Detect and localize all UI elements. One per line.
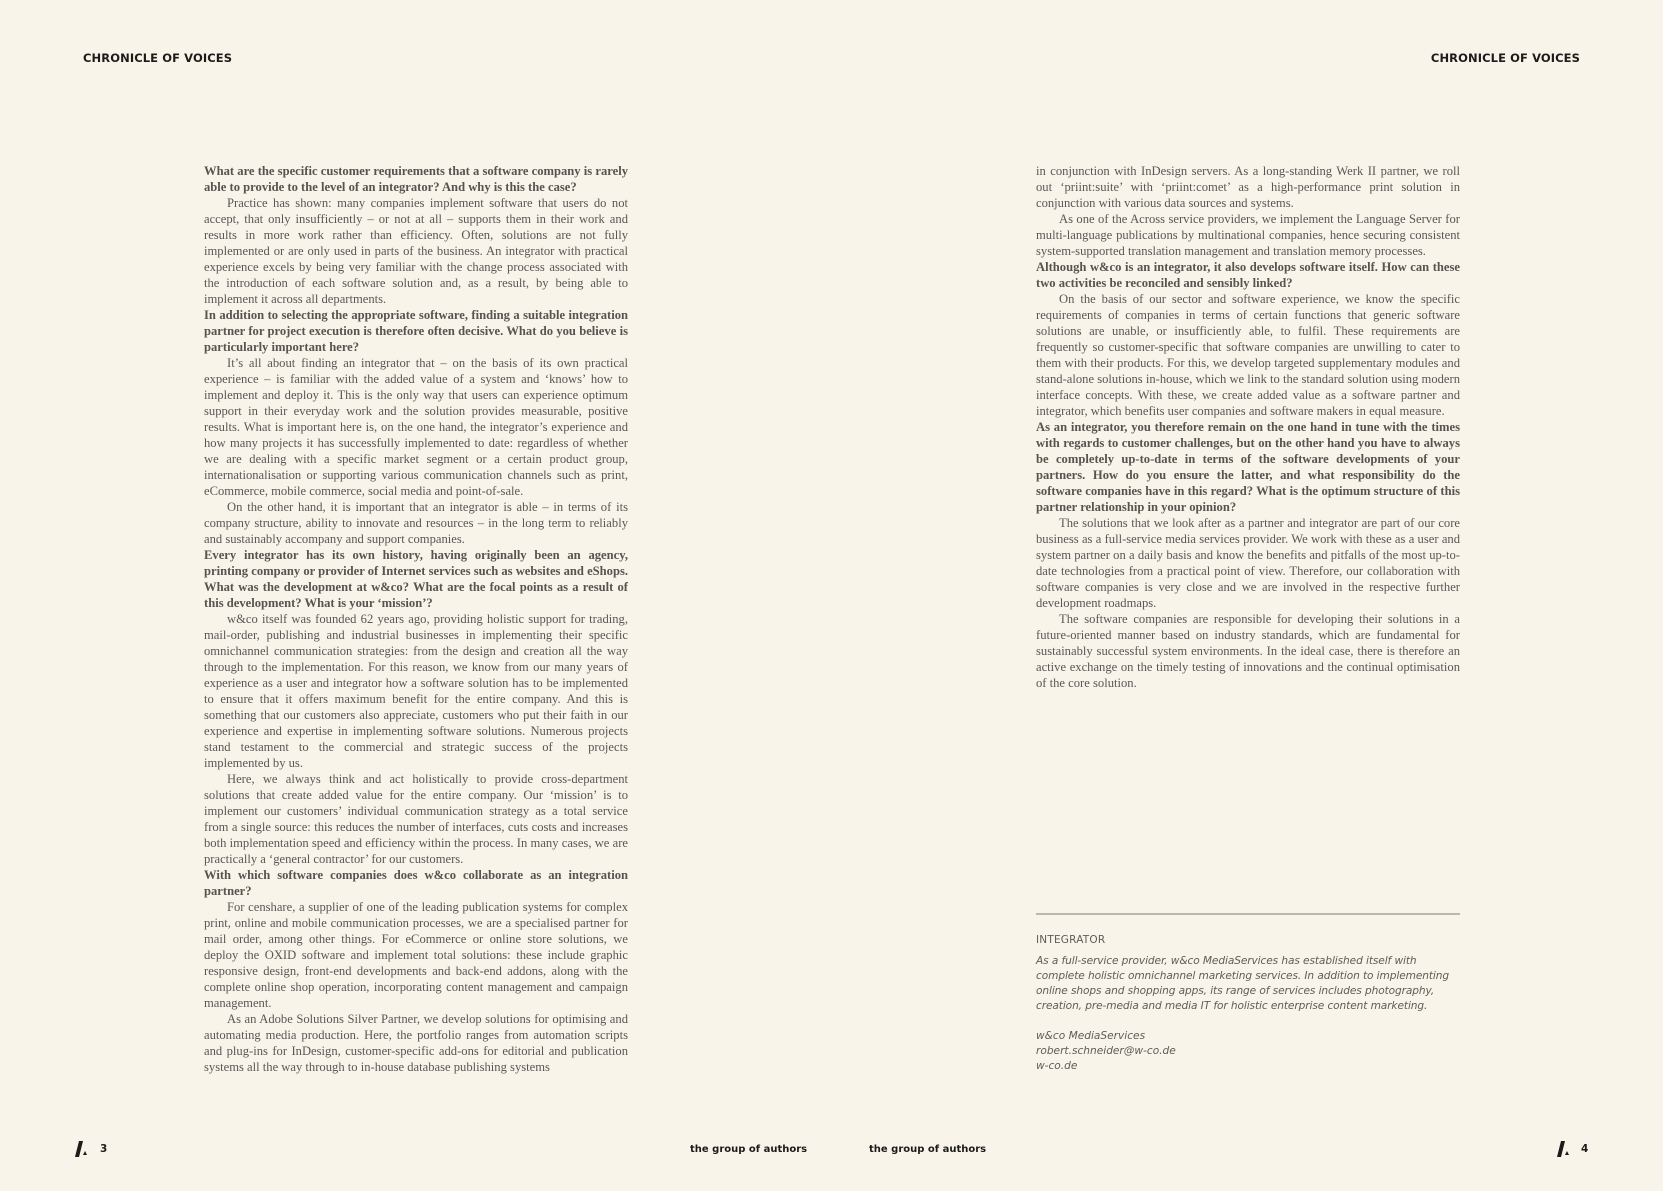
page-number-right: 4 [1581, 1143, 1589, 1155]
interview-question: With which software companies does w&co collaborate as an integration partner? [204, 868, 628, 898]
interview-answer: As an Adobe Solutions Silver Partner, we develop solutions for optimising and automating media production. Here, the portfolio ranges from automation scripts and plug-ins for InDesign, customer-specific add-ons for editorial and publication systems all the way through to in-house database publishing systems [204, 1012, 628, 1074]
page-number-left: 3 [100, 1143, 108, 1155]
interview-answer-continued: in conjunction with InDesign servers. As a long-standing Werk II partner, we roll out ‘priint:suite’ with ‘priint:comet’ as a high-performance print solution in conjunction with various data sources and systems. [1036, 164, 1460, 210]
interview-answer: On the basis of our sector and software experience, we know the specific requirements of companies in terms of certain functions that generic software solutions are unable, or insufficiently able, to fulfil. These requirements are frequently so customer-specific that software companies are unwilling to cater to them with their products. For this, we develop targeted supplementary modules and stand-alone solutions in-house, which we link to the standard solution using modern interface concepts. With these, we create added value as a software partner and integrator, which benefits user companies and software makers in equal measure. [1036, 292, 1460, 418]
interview-answer: Here, we always think and act holistically to provide cross-department solutions that create added value for the entire company. Our ‘mission’ is to implement our customers’ individual communication strategy as a total service from a single source: this reduces the number of interfaces, cuts costs and increases both implementation speed and efficiency within the process. In many cases, we are practically a ‘general contractor’ for our customers. [204, 772, 628, 866]
interview-question: As an integrator, you therefore remain on the one hand in tune with the times with regards to customer challenges, but on the other hand you have to always be completely up-to-date in terms of the software developments of your partners. How do you ensure the latter, and what responsibility do the software companies have in this regard? What is the optimum structure of this partner relationship in your opinion? [1036, 420, 1460, 514]
interview-question: What are the specific customer requirements that a software company is rarely able to provide to the level of an integrator? And why is this the case? [204, 164, 628, 194]
interview-answer: As one of the Across service providers, we implement the Language Server for multi-language publications by multinational companies, hence securing consistent system-supported translation management and translation memory processes. [1036, 212, 1460, 258]
company-name: w&co MediaServices [1036, 1030, 1146, 1042]
info-box-description: As a full-service provider, w&co MediaServices has established itself with complete holistic omnichannel marketing services. In addition to implementing online shops and shopping apps, its range of services includes photography, creation, pre-media and media IT for holistic enterprise content marketing. [1036, 955, 1449, 1012]
interview-answer: The software companies are responsible for developing their solutions in a future-oriented manner based on industry standards, which are fundamental for sustainably successful system environments. In the ideal case, there is therefore an active exchange on the timely testing of innovations and the continual optimisation of the core solution. [1036, 612, 1460, 690]
running-head-right: CHRONICLE OF VOICES [1430, 51, 1580, 65]
footer-author-right: the group of authors [869, 1144, 987, 1155]
divider-rule [1036, 913, 1460, 915]
interview-answer: Practice has shown: many companies implement software that users do not accept, that only insufficiently – or not at all – supports them in their work and results in more work rather than efficiency. Often, solutions are not fully implemented or are only used in parts of the business. An integrator with practical experience excels by being very familiar with the change process associated with the introduction of each software solution and, as a result, by being able to implement it across all departments. [204, 196, 628, 306]
interview-answer: It’s all about finding an integrator that – on the basis of its own practical experience – is familiar with the added value of a system and ‘knows’ how to implement and deploy it. This is the only way that users can experience optimum support in their everyday work and the solution provides measurable, positive results. What is important here is, on the one hand, the integrator’s experience and how many projects it has successfully implemented to date: regardless of whether we are dealing with a specific market segment or a certain product group, internationalisation or supporting various communication channels such as print, eCommerce, mobile commerce, social media and point-of-sale. [204, 356, 628, 498]
integrator-info-box [1036, 913, 1460, 1074]
contact-block [1036, 1029, 1460, 1074]
website-link[interactable]: w-co.de [1036, 1060, 1078, 1072]
slash-triangle-logo-icon [75, 1141, 89, 1157]
interview-question: In addition to selecting the appropriate software, finding a suitable integration partner for project execution is therefore often decisive. What do you believe is particularly important here? [204, 308, 628, 354]
running-head-left: CHRONICLE OF VOICES [83, 51, 233, 65]
info-box-label: INTEGRATOR [1036, 934, 1106, 946]
left-page-text-column [204, 163, 628, 1075]
interview-answer: On the other hand, it is important that an integrator is able – in terms of its company structure, ability to innovate and resources – in the long term to reliably and sustainably accompany and support companies. [204, 500, 628, 546]
interview-answer: The solutions that we look after as a partner and integrator are part of our core business as a full-service media services provider. We work with these as a user and system partner on a daily basis and know the benefits and pitfalls of the most up-to-date technologies from a practical point of view. Therefore, our collaboration with software companies is very close and we are involved in the respective further development roadmaps. [1036, 516, 1460, 610]
interview-answer: For censhare, a supplier of one of the leading publication systems for complex print, online and mobile communication processes, we are a specialised partner for mail order, among other things. For eCommerce or online store solutions, we deploy the OXID software and implement total solutions: these include graphic responsive design, front-end developments and back-end addons, along with the complete online shop operation, incorporating content management and campaign management. [204, 900, 628, 1010]
interview-answer: w&co itself was founded 62 years ago, providing holistic support for trading, mail-order, publishing and industrial businesses in implementing their specific omnichannel communication strategies: from the design and creation all the way through to the implementation. For this reason, we know from our many years of experience as a user and integrator how a software solution has to be implemented to ensure that it offers maximum benefit for the entire company. And this is something that our customers also appreciate, customers who put their faith in our experience and expertise in implementing software solutions. Numerous projects stand testament to the commercial and strategic success of the projects implemented by us. [204, 612, 628, 770]
right-page-text-column [1036, 163, 1460, 691]
interview-question: Every integrator has its own history, having originally been an agency, printing company or provider of Internet services such as websites and eShops. What was the development at w&co? What are the focal points as a result of this development? What is your ‘mission’? [204, 548, 629, 610]
email-link[interactable]: robert.schneider@w-co.de [1036, 1045, 1176, 1057]
slash-triangle-logo-icon [1557, 1141, 1571, 1157]
interview-question: Although w&co is an integrator, it also develops software itself. How can these two activities be reconciled and sensibly linked? [1036, 260, 1460, 290]
footer-author-left: the group of authors [690, 1144, 808, 1155]
